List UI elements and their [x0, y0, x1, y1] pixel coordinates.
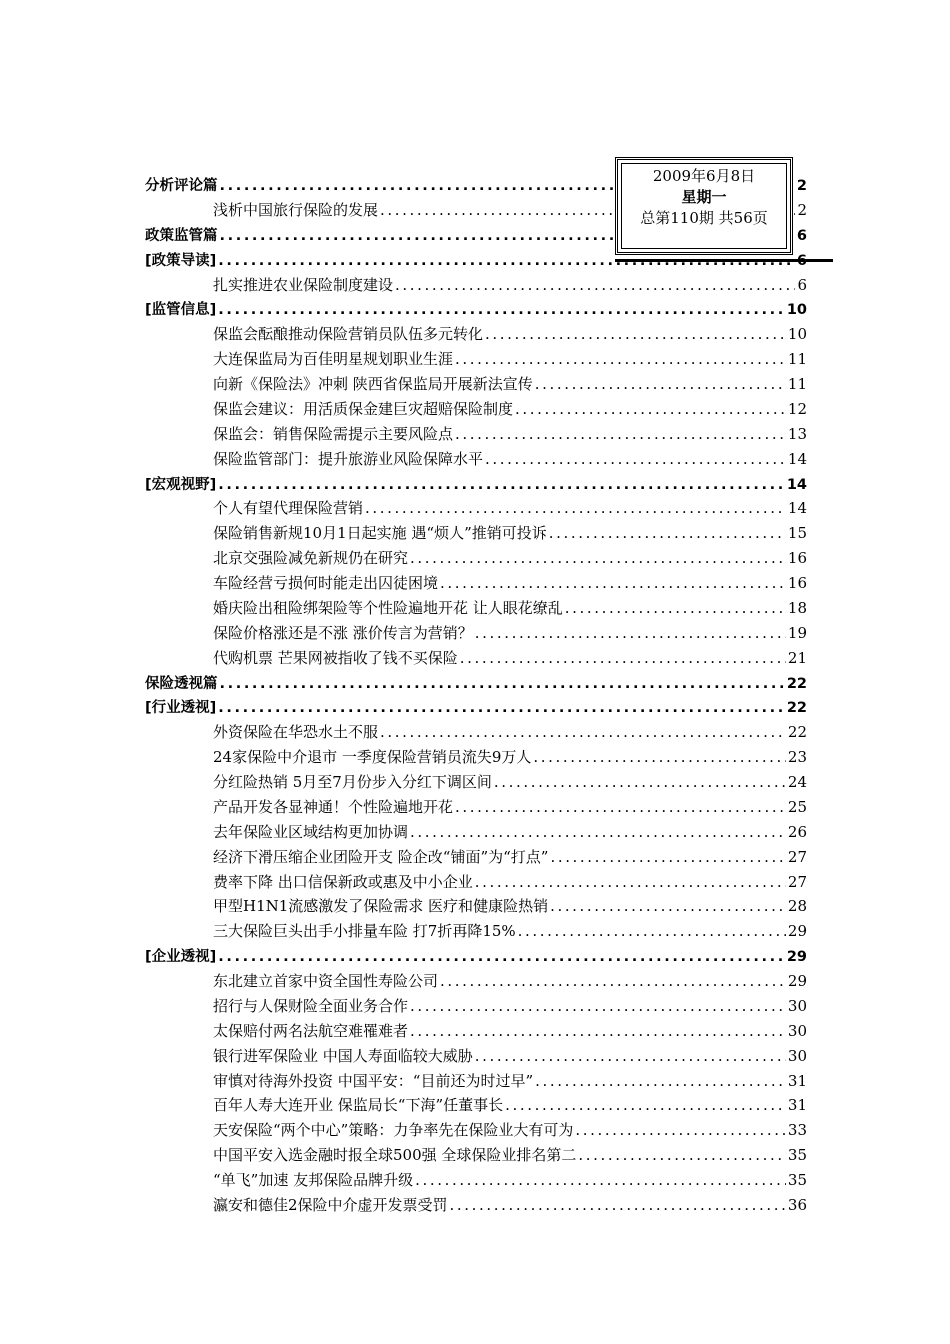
- toc-article-entry[interactable]: [145, 1119, 807, 1144]
- toc-dot-leader: [380, 723, 786, 741]
- toc-page-number: 11: [787, 375, 807, 393]
- toc-article-entry[interactable]: [145, 597, 807, 622]
- toc-dot-leader: [475, 1047, 786, 1065]
- toc-article-entry[interactable]: [145, 522, 807, 547]
- toc-entry-title: 外资保险在华恐水土不服: [213, 723, 379, 742]
- toc-dot-leader: [218, 477, 785, 493]
- toc-page-number: 30: [787, 996, 807, 1015]
- toc-article-entry[interactable]: [145, 348, 807, 373]
- toc-dot-leader: [475, 624, 786, 642]
- toc-dot-leader: [515, 400, 786, 418]
- toc-entry-title: 招行与人保财险全面业务合作: [213, 996, 409, 1015]
- toc-page-number: 29: [787, 922, 807, 941]
- toc-article-entry[interactable]: [145, 547, 807, 572]
- toc-dot-leader: [578, 1146, 786, 1164]
- toc-article-entry[interactable]: [145, 398, 807, 423]
- toc-page-number: 6: [797, 275, 807, 294]
- toc-entry-title: 大连保监局为百佳明星规划职业生涯: [213, 350, 454, 369]
- toc-entry-title: 北京交强险减免新规仍在研究: [213, 549, 409, 568]
- toc-article-entry[interactable]: [145, 970, 807, 995]
- toc-article-entry[interactable]: [145, 1194, 807, 1219]
- toc-page-number: 35: [787, 1146, 807, 1165]
- toc-dot-leader: [410, 997, 786, 1015]
- toc-article-entry[interactable]: [145, 373, 807, 398]
- toc-entry-title: 浅析中国旅行保险的发展: [213, 200, 379, 219]
- toc-dot-leader: [450, 1196, 786, 1214]
- toc-article-entry[interactable]: [145, 274, 807, 299]
- toc-article-entry[interactable]: [145, 846, 807, 871]
- issue-info-box: [615, 157, 793, 255]
- toc-dot-leader: [550, 848, 785, 866]
- toc-page-number: 18: [787, 598, 807, 617]
- toc-entry-title: 分红险热销 5月至7月份步入分红下调区间: [213, 773, 492, 791]
- toc-page-number: 10: [787, 325, 807, 344]
- toc-article-entry[interactable]: [145, 1094, 807, 1119]
- toc-dot-leader: [395, 276, 795, 294]
- toc-entry-title: 24家保险中介退市 一季度保险营销员流失9万人: [213, 748, 532, 767]
- issue-weekday: 星期一: [681, 188, 727, 206]
- toc-entry-title: 个人有望代理保险营销: [213, 499, 364, 518]
- toc-dot-leader: [218, 949, 785, 965]
- toc-article-entry[interactable]: [145, 746, 807, 771]
- toc-entry-title: 保险销售新规10月1日起实施 遇“烦人”推销可投诉: [213, 524, 547, 543]
- toc-entry-title: 婚庆险出租险绑架险等个性险遍地开花 让人眼花缭乱: [213, 598, 563, 617]
- toc-dot-leader: [410, 1022, 786, 1040]
- toc-page-number: 13: [787, 424, 807, 443]
- toc-dot-leader: [455, 425, 786, 443]
- toc-dot-leader: [455, 350, 786, 368]
- toc-entry-title: 保监会：销售保险需提示主要风险点: [213, 424, 454, 443]
- toc-page-number: 19: [787, 623, 807, 642]
- toc-entry-title: 产品开发各显神通！个性险遍地开花: [213, 797, 454, 816]
- table-of-contents: [145, 174, 807, 1219]
- toc-article-entry[interactable]: [145, 1020, 807, 1045]
- toc-article-entry[interactable]: [145, 1070, 807, 1095]
- toc-entry-title: [政策导读]: [145, 252, 217, 269]
- toc-dot-leader: [220, 676, 785, 692]
- toc-dot-leader: [365, 499, 786, 517]
- toc-entry-title: “单飞”加速 友邦保险品牌升级: [213, 1171, 414, 1189]
- toc-article-entry[interactable]: [145, 622, 807, 647]
- toc-page-number: 14: [786, 476, 807, 493]
- toc-entry-title: [行业透视]: [145, 700, 217, 717]
- toc-entry-title: 甲型H1N1流感激发了保险需求 医疗和健康险热销: [213, 897, 549, 916]
- toc-dot-leader: [533, 748, 786, 766]
- toc-page-number: 22: [787, 723, 807, 742]
- toc-page-number: 33: [787, 1121, 807, 1140]
- toc-entry-title: 审慎对待海外投资 中国平安：“目前还为时过早”: [213, 1071, 534, 1090]
- toc-dot-leader: [440, 972, 786, 990]
- toc-entry-title: 代购机票 芒果网被指收了钱不买保险: [213, 648, 458, 667]
- toc-page-number: 16: [787, 549, 807, 568]
- toc-page-number: 36: [787, 1195, 807, 1214]
- toc-entry-title: 银行进军保险业 中国人寿面临较大威胁: [213, 1046, 473, 1065]
- toc-dot-leader: [485, 450, 786, 468]
- toc-dot-leader: [455, 798, 786, 816]
- toc-dot-leader: [565, 599, 786, 617]
- toc-page-number: 25: [787, 797, 807, 816]
- toc-entry-title: 经济下滑压缩企业团险开支 险企改“铺面”为“打点”: [213, 847, 549, 866]
- toc-dot-leader: [575, 1121, 786, 1139]
- toc-dot-leader: [218, 302, 785, 318]
- toc-page-number: 15: [787, 524, 807, 543]
- toc-page-number: 6: [796, 227, 807, 244]
- toc-article-entry[interactable]: [145, 323, 807, 348]
- toc-entry-title: 保监会建议：用活质保金建巨灾超赔保险制度: [213, 399, 514, 418]
- toc-dot-leader: [485, 325, 786, 343]
- toc-entry-title: [监管信息]: [145, 302, 217, 319]
- toc-dot-leader: [410, 549, 786, 567]
- toc-entry-title: 保险透视篇: [145, 675, 218, 692]
- toc-article-entry[interactable]: [145, 647, 807, 672]
- toc-entry-title: 车险经营亏损何时能走出囚徒困境: [213, 574, 439, 592]
- toc-page-number: 30: [787, 1021, 807, 1040]
- toc-page-number: 27: [787, 872, 807, 891]
- toc-section-entry[interactable]: [145, 945, 807, 970]
- toc-entry-title: 天安保险“两个中心”策略：力争率先在保险业大有可为: [213, 1121, 574, 1140]
- toc-dot-leader: [550, 897, 786, 915]
- toc-page-number: 2: [796, 178, 807, 194]
- toc-page-number: 16: [787, 574, 807, 592]
- toc-page-number: 22: [786, 675, 807, 692]
- toc-page-number: 29: [786, 949, 807, 966]
- toc-page-number: 10: [786, 302, 807, 319]
- toc-page-number: 35: [787, 1171, 807, 1189]
- toc-dot-leader: [535, 375, 786, 393]
- toc-page-number: 28: [787, 897, 807, 916]
- toc-dot-leader: [415, 1171, 786, 1189]
- toc-page-number: 2: [797, 200, 807, 219]
- toc-page-number: 11: [787, 350, 807, 369]
- issue-date: 2009年6月8日: [652, 167, 756, 185]
- toc-page-number: 14: [787, 499, 807, 518]
- toc-dot-leader: [549, 524, 786, 542]
- toc-article-entry[interactable]: [145, 721, 807, 746]
- toc-entry-title: 向新《保险法》冲刺 陕西省保监局开展新法宣传: [213, 375, 533, 393]
- toc-article-entry[interactable]: [145, 497, 807, 522]
- toc-entry-title: 东北建立首家中资全国性寿险公司: [213, 972, 439, 990]
- toc-entry-title: 费率下降 出口信保新政或惠及中小企业: [213, 872, 473, 891]
- toc-entry-title: 百年人寿大连开业 保监局长“下海”任董事长: [213, 1096, 504, 1115]
- toc-dot-leader: [440, 574, 786, 592]
- toc-article-entry[interactable]: [145, 771, 807, 796]
- toc-article-entry[interactable]: [145, 448, 807, 473]
- toc-entry-title: 保监会酝酿推动保险营销员队伍多元转化: [213, 325, 484, 344]
- toc-entry-title: 扎实推进农业保险制度建设: [213, 275, 394, 294]
- toc-entry-title: 保险监管部门：提升旅游业风险保障水平: [213, 449, 484, 468]
- toc-entry-title: 政策监管篇: [145, 227, 218, 244]
- toc-entry-title: 瀛安和德佳2保险中介虚开发票受罚: [213, 1195, 448, 1214]
- toc-page-number: 12: [787, 399, 807, 418]
- toc-dot-leader: [494, 773, 786, 791]
- toc-section-entry[interactable]: [145, 672, 807, 697]
- toc-entry-title: 去年保险业区域结构更加协调: [213, 822, 409, 841]
- toc-page-number: 31: [787, 1071, 807, 1090]
- toc-entry-title: 中国平安入选金融时报全球500强 全球保险业排名第二: [213, 1146, 577, 1165]
- toc-article-entry[interactable]: [145, 572, 807, 597]
- toc-dot-leader: [535, 1072, 786, 1090]
- toc-article-entry[interactable]: [145, 895, 807, 920]
- toc-section-entry[interactable]: [145, 473, 807, 498]
- toc-page-number: 14: [787, 449, 807, 468]
- toc-article-entry[interactable]: [145, 796, 807, 821]
- toc-entry-title: 太保赔付两名法航空难罹难者: [213, 1021, 409, 1040]
- toc-entry-title: [企业透视]: [145, 949, 217, 966]
- toc-section-entry[interactable]: [145, 298, 807, 323]
- toc-article-entry[interactable]: [145, 1169, 807, 1194]
- issue-number: 总第110期 共56页: [640, 209, 768, 227]
- toc-page-number: 24: [787, 773, 807, 791]
- toc-page-number: 30: [787, 1046, 807, 1065]
- toc-article-entry[interactable]: [145, 1045, 807, 1070]
- toc-entry-title: 分析评论篇: [145, 178, 218, 194]
- toc-article-entry[interactable]: [145, 920, 807, 945]
- toc-dot-leader: [218, 700, 785, 716]
- toc-page-number: 29: [787, 972, 807, 990]
- toc-section-entry[interactable]: [145, 696, 807, 721]
- toc-dot-leader: [475, 873, 786, 891]
- toc-page-number: 26: [787, 822, 807, 841]
- toc-article-entry[interactable]: [145, 1144, 807, 1169]
- toc-dot-leader: [460, 649, 786, 667]
- toc-page-number: 31: [787, 1096, 807, 1115]
- toc-entry-title: [宏观视野]: [145, 476, 217, 493]
- toc-article-entry[interactable]: [145, 821, 807, 846]
- toc-dot-leader: [505, 1096, 786, 1114]
- toc-article-entry[interactable]: [145, 871, 807, 896]
- toc-article-entry[interactable]: [145, 995, 807, 1020]
- toc-page-number: 21: [787, 648, 807, 667]
- toc-dot-leader: [410, 823, 786, 841]
- toc-page-number: 23: [787, 748, 807, 767]
- header-rule: [615, 259, 833, 262]
- toc-page-number: 22: [786, 700, 807, 717]
- toc-page-number: 27: [787, 847, 807, 866]
- toc-entry-title: 保险价格涨还是不涨 涨价传言为营销？: [213, 623, 473, 642]
- toc-dot-leader: [518, 922, 786, 940]
- toc-article-entry[interactable]: [145, 423, 807, 448]
- toc-entry-title: 三大保险巨头出手小排量车险 打7折再降15%: [213, 922, 516, 941]
